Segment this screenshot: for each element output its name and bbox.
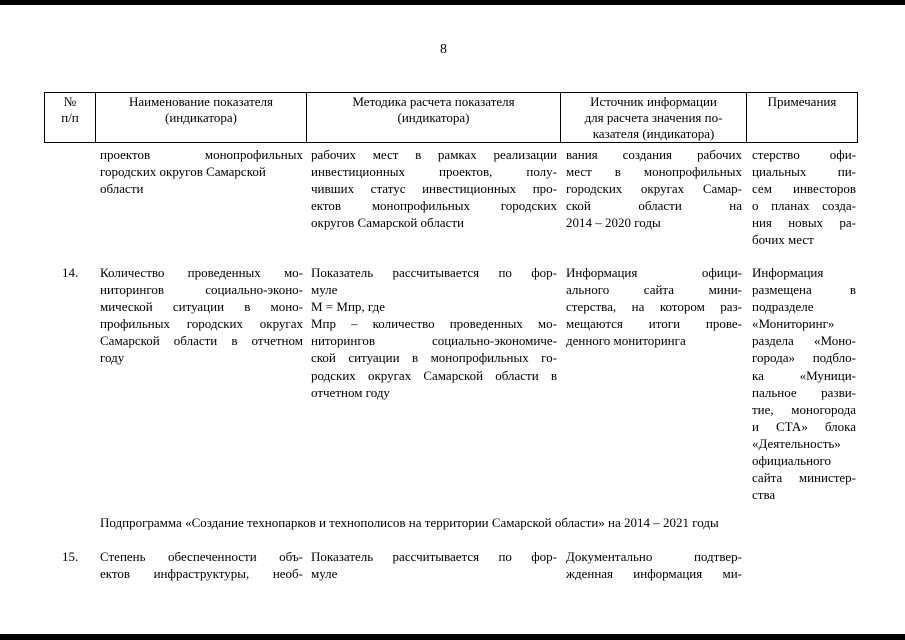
text-line: пальное разви- [752,384,856,400]
header-text: Наименование показателя [128,94,274,109]
text-line: «Деятельность» [752,435,841,451]
text-line: мещаются итоги прове- [566,316,742,332]
text-line: денного мониторинга [566,333,686,349]
subprogram-heading: Подпрограмма «Создание технопарков и технополисов на территории Самарской области» на 2014 – 2021 годы [100,515,719,530]
header-text: Источник информации [590,94,717,109]
text-line: сем инвесторов [752,181,856,197]
text-line: муле [311,566,338,582]
text-line: бочих мест [752,232,814,248]
bottom-border [0,634,905,640]
text-line: Самарской области в отчетном [100,333,303,349]
row15-name [100,548,303,582]
header-text: для расчета значения по- [584,110,723,125]
text-line: вания создания рабочих [566,147,742,162]
row-cont-name [100,146,303,197]
text-line: ния новых ра- [752,215,856,231]
header-text: (индикатора) [397,110,470,125]
row-cont-source [566,146,742,231]
row14-note [752,264,856,503]
row14-source [566,264,742,349]
text-line: подразделе [752,299,814,315]
text-line: отчетном году [311,384,390,400]
text-line: мест в монопрофильных [566,164,742,180]
text-line: Информация [752,265,824,280]
text-line: мической ситуации в моно- [100,299,303,315]
text-line: жденная информация ми- [566,566,742,582]
header-text: Методика расчета показателя [352,94,515,109]
row15-number: 15. [62,549,79,564]
text-line: области [100,181,144,197]
header-text: казателя (индикатора) [592,126,715,141]
text-line: рабочих мест в рамках реализации [311,147,557,162]
text-line: циальных пи- [752,164,856,180]
row14-name [100,264,303,367]
text-line: города» подбло- [752,350,856,366]
text-line: инвестиционных проектов, полу- [311,164,557,180]
text-line: сайта министер- [752,470,856,486]
row15-source [566,548,742,582]
text-line: ка «Муници- [752,367,856,383]
text-line: ектов монопрофильных городских [311,198,557,214]
text-line: городских округах Самар- [566,181,742,197]
text-line: проектов монопрофильных [100,147,303,162]
text-line: Количество проведенных мо- [100,265,303,280]
header-text: Примечания [767,94,837,109]
text-line: ской ситуации в монопрофильных го- [311,350,557,366]
text-line: и СТА» блока [752,418,856,434]
text-line: «Мониторинг» [752,316,835,332]
row-cont-note [752,146,856,249]
text-line: ниторингов социально-эконо- [100,282,303,298]
text-line: ального сайта мини- [566,282,742,298]
text-line: Показатель рассчитывается по фор- [311,549,557,564]
page-number: 8 [440,42,447,57]
text-line: раздела «Моно- [752,333,856,349]
header-col-number [44,92,96,143]
text-line: городских округов Самарской [100,164,266,180]
text-line: о планах созда- [752,198,856,214]
header-col-name [95,92,307,143]
text-line: размещена в [752,282,856,298]
text-line: Документально подтвер- [566,549,742,564]
text-line: стерства, на котором раз- [566,299,742,315]
header-text: п/п [61,110,79,125]
text-line: 2014 – 2020 годы [566,215,661,231]
text-line: чивших статус инвестиционных про- [311,181,557,197]
text-line: стерство офи- [752,147,856,162]
text-line: Показатель рассчитывается по фор- [311,265,557,280]
text-line: ниторингов социально-экономиче- [311,333,557,349]
top-border [0,0,905,5]
text-line: профильных городских округах [100,316,303,332]
text-line: тие, моногорода [752,401,856,417]
header-col-method [306,92,561,143]
text-line: Информация офици- [566,265,742,280]
header-text: № [63,94,77,109]
text-line: округов Самарской области [311,215,464,231]
text-line: ства [752,487,776,503]
text-line: муле [311,282,338,298]
row15-method [311,548,557,582]
text-line: родских округах Самарской области в [311,367,557,383]
row14-number: 14. [62,265,79,280]
header-col-source [560,92,747,143]
text-line: Мпр – количество проведенных мо- [311,316,557,332]
row14-method [311,264,557,401]
row-cont-method [311,146,557,231]
text-line: Степень обеспеченности объ- [100,549,303,564]
header-text: (индикатора) [165,110,237,125]
text-line: М = Мпр, где [311,299,385,315]
text-line: официального [752,453,832,469]
text-line: ектов инфраструктуры, необ- [100,566,303,582]
text-line: году [100,350,125,366]
header-col-note [746,92,858,143]
text-line: ской области на [566,198,742,214]
